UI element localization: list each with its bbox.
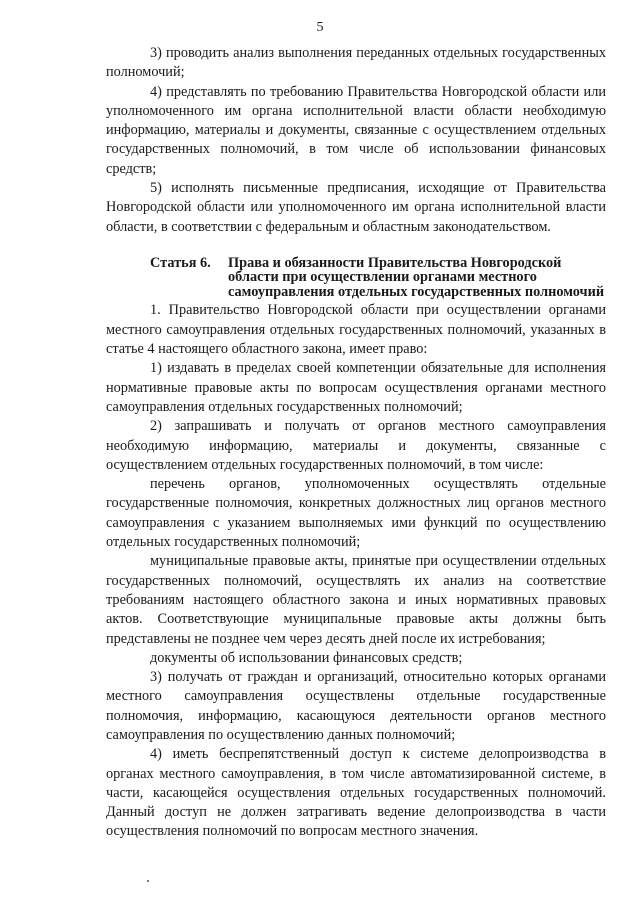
- paragraph: 5) исполнять письменные предписания, исходящие от Правительства Новгородской области или уполномоченного им органа исполнительной власти области, в соответствии с федеральным и областным законодательством.: [106, 180, 606, 235]
- paragraph: 2) запрашивать и получать от органов местного самоуправления необходимую информацию, материалы и документы, связанные с осуществлением отдельных государственных полномочий, в том числе:: [106, 418, 606, 473]
- paragraph: муниципальные правовые акты, принятые при осуществлении отдельных государственных полномочий, осуществлять их анализ на соответствие требованиям настоящего областного закона и иных нормативных правовых актов. Соответствующие муниципальные правовые акты должны быть представлены не позднее чем через десять дней после их истребования;: [106, 553, 606, 647]
- article-number: Статья 6.: [150, 254, 211, 271]
- paragraph: 4) иметь беспрепятственный доступ к системе делопроизводства в органах местного самоуправления, в том числе автоматизированной системе, в части, касающейся осуществления отдельных государственных полномочий. Данный доступ не должен затрагивать ведение делопроизводства в части осуществления полномочий по вопросам местного значения.: [106, 746, 606, 840]
- page-number: 5: [316, 20, 324, 35]
- paragraph: 1) издавать в пределах своей компетенции обязательные для исполнения нормативные правовые акты по вопросам осуществления органами местного самоуправления отдельных государственных полномочий;: [106, 360, 606, 415]
- paragraph: 3) получать от граждан и организаций, относительно которых органами местного самоуправления осуществлены отдельные государственные полномочия, информацию, касающуюся деятельности органов местного самоуправления по осуществлению данных полномочий;: [106, 669, 606, 743]
- paragraph: 4) представлять по требованию Правительства Новгородской области или уполномоченного им органа исполнительной власти области необходимую информацию, материалы и документы, связанные с осуществлением отдельных государственных полномочий, в том числе об использовании финансовых средств;: [106, 83, 606, 177]
- paragraph: перечень органов, уполномоченных осуществлять отдельные государственные полномочия, конкретных должностных лиц органов местного самоуправления с указанием выполняемых ими функций по осуществлению отдельных государственных полномочий;: [106, 476, 606, 551]
- article-heading: [106, 256, 606, 300]
- paragraph: документы об использовании финансовых средств;: [150, 649, 463, 666]
- article-title: Права и обязанности Правительства Новгородской области при осуществлении органами местного самоуправления отдельных государственных полномочий: [228, 254, 605, 300]
- document-body: [106, 44, 606, 842]
- paragraph: 1. Правительство Новгородской области при осуществлении органами местного самоуправления отдельных государственных полномочий, указанных в статье 4 настоящего областного закона, имеет право:: [106, 302, 606, 358]
- scan-speck: [147, 880, 149, 882]
- paragraph: 3) проводить анализ выполнения переданных отдельных государственных полномочий;: [106, 45, 606, 81]
